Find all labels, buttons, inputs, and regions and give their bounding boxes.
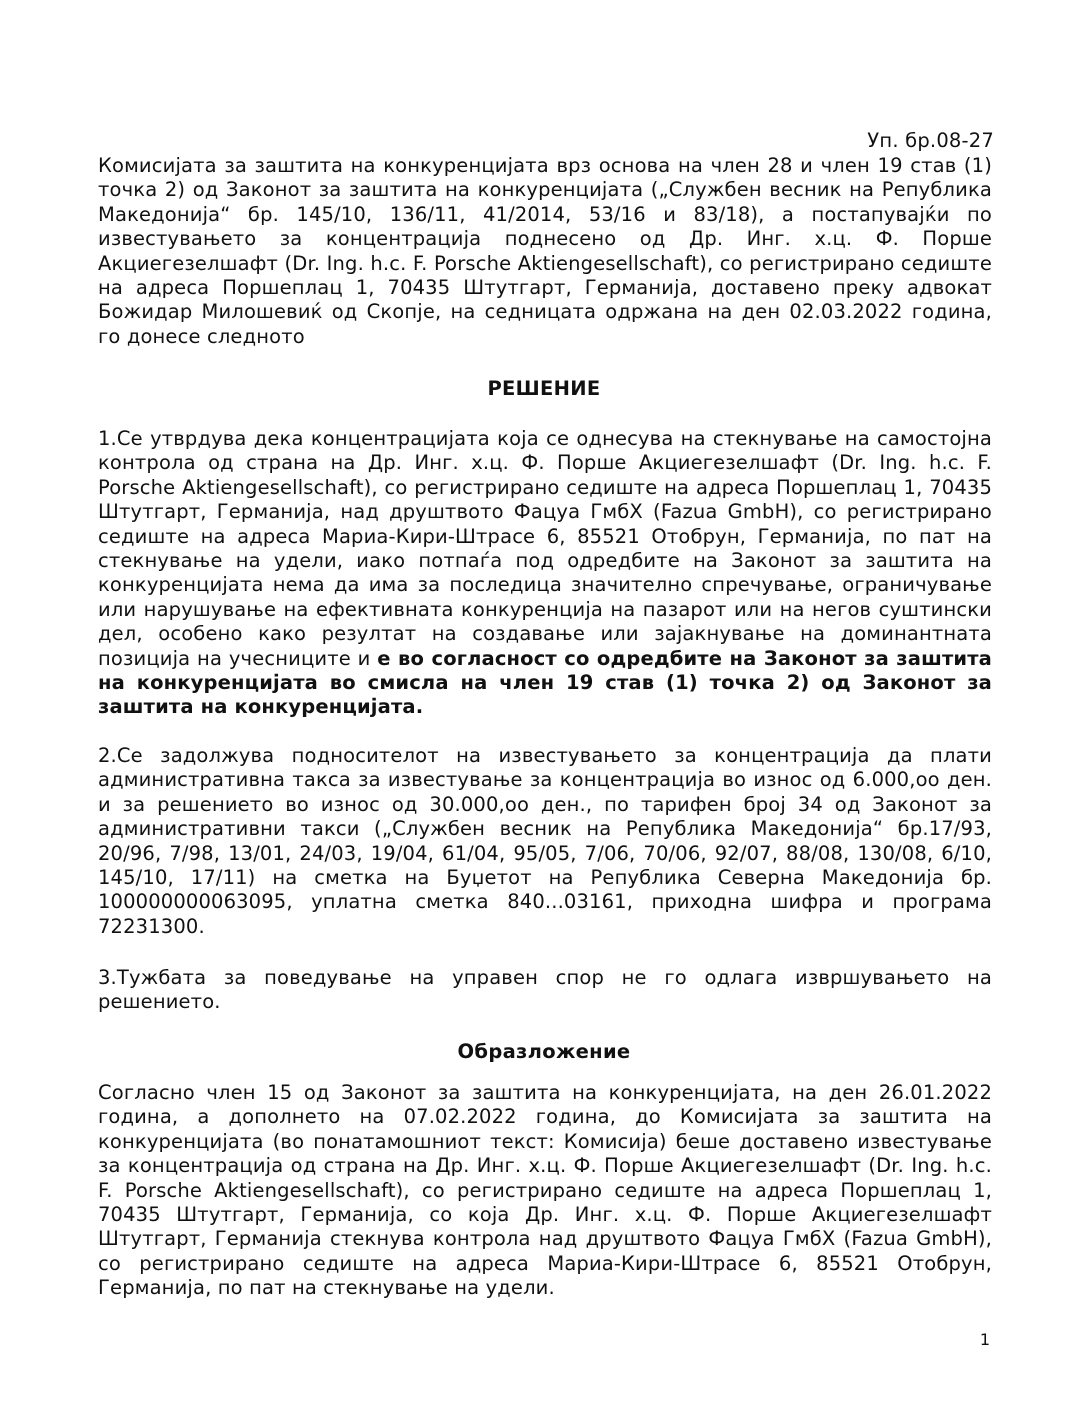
decision-point-1-bold-text: е во согласност со одредбите на Законот за заштита на конкуренцијата во смисла на член 19 став (1) точка 2) од Законот за заштита на конкуренцијата. bbox=[98, 646, 992, 719]
decision-point-3: 3.Тужбата за поведување на управен спор не го одлага извршувањето на решението. bbox=[98, 966, 992, 1014]
reasoning-paragraph: Согласно член 15 од Законот за заштита на конкуренцијата, на ден 26.01.2022 година, а дополнето на 07.02.2022 година, до Комисијата за заштита на конкуренцијата (во понатамошниот текст: Комисија) беше доставено известување за концентрација од страна на Др. Инг. х.ц. Ф. Порше Акциегезелшафт (Dr. Ing. h.c. F. Porsche Aktiengesellschaft), со регистрирано седиште на адреса Поршеплац 1, 70435 Штутгарт, Германија, со која Др. Инг. х.ц. Ф. Порше Акциегезелшафт Штутгарт, Германија стекнува контрола над друштвото Фацуа ГмбХ (Fazua GmbH), со регистрирано седиште на адреса Мариа-Кири-Штрасе 6, 85521 Отобрун, Германија, по пат на стекнување на удели. bbox=[98, 1081, 992, 1300]
decision-point-1-text: 1.Се утврдува дека концентрацијата која се однесува на стекнување на самостојна контрола од страна на Др. Инг. х.ц. Ф. Порше Акциегезелшафт (Dr. Ing. h.c. F. Porsche Aktiengesellschaft), со регистрирано седиште на адреса Поршеплац 1, 70435 Штутгарт, Германија, над друштвото Фацуа ГмбХ (Fazua GmbH), со регистрирано седиште на адреса Мариа-Кири-Штрасе 6, 85521 Отобрун, Германија, по пат на стекнување на удели, иако потпаѓа под одредбите на Законот за заштита на конкуренцијата нема да има за последица значително спречување, ограничување или нарушување на ефективната конкуренција на пазарот или на негов суштински дел, особено како резултат на создавање или зајакнување на доминантната позиција на учесниците и bbox=[98, 427, 992, 670]
decision-point-2: 2.Се задолжува подносителот на известувањето за концентрација да плати административна такса за известување за концентрација во износ од 6.000,оо ден. и за решението во износ од 30.000,оо ден., по тарифен број 34 од Законот за административни такси („Службен весник на Република Македонија“ бр.17/93, 20/96, 7/98, 13/01, 24/03, 19/04, 61/04, 95/05, 7/06, 70/06, 92/07, 88/08, 130/08, 6/10, 145/10, 17/11) на сметка на Буџетот на Република Северна Македонија бр. 100000000063095, уплатна сметка 840...03161, приходна шифра и програма 72231300. bbox=[98, 744, 992, 938]
reasoning-heading: Образложение bbox=[457, 1040, 631, 1063]
decision-heading: РЕШЕНИЕ bbox=[487, 377, 601, 400]
decision-point-1 bbox=[98, 427, 992, 720]
intro-paragraph: Комисијата за заштита на конкуренцијата врз основа на член 28 и член 19 став (1) точка 2) од Законот за заштита на конкуренцијата („Службен весник на Република Македонија“ бр. 145/10, 136/11, 41/2014, 53/16 и 83/18), а постапувајќи по известувањето за концентрација поднесено од Др. Инг. х.ц. Ф. Порше Акциегезелшафт (Dr. Ing. h.c. F. Porsche Aktiengesellschaft), со регистрирано седиште на адреса Поршеплац 1, 70435 Штутгарт, Германија, доставено преку адвокат Божидар Милошевиќ од Скопје, на седницата одржана на ден 02.03.2022 година, го донесе следното bbox=[98, 154, 992, 348]
case-number: Уп. бр.08-27 bbox=[867, 129, 994, 152]
page-number: 1 bbox=[979, 1330, 990, 1349]
